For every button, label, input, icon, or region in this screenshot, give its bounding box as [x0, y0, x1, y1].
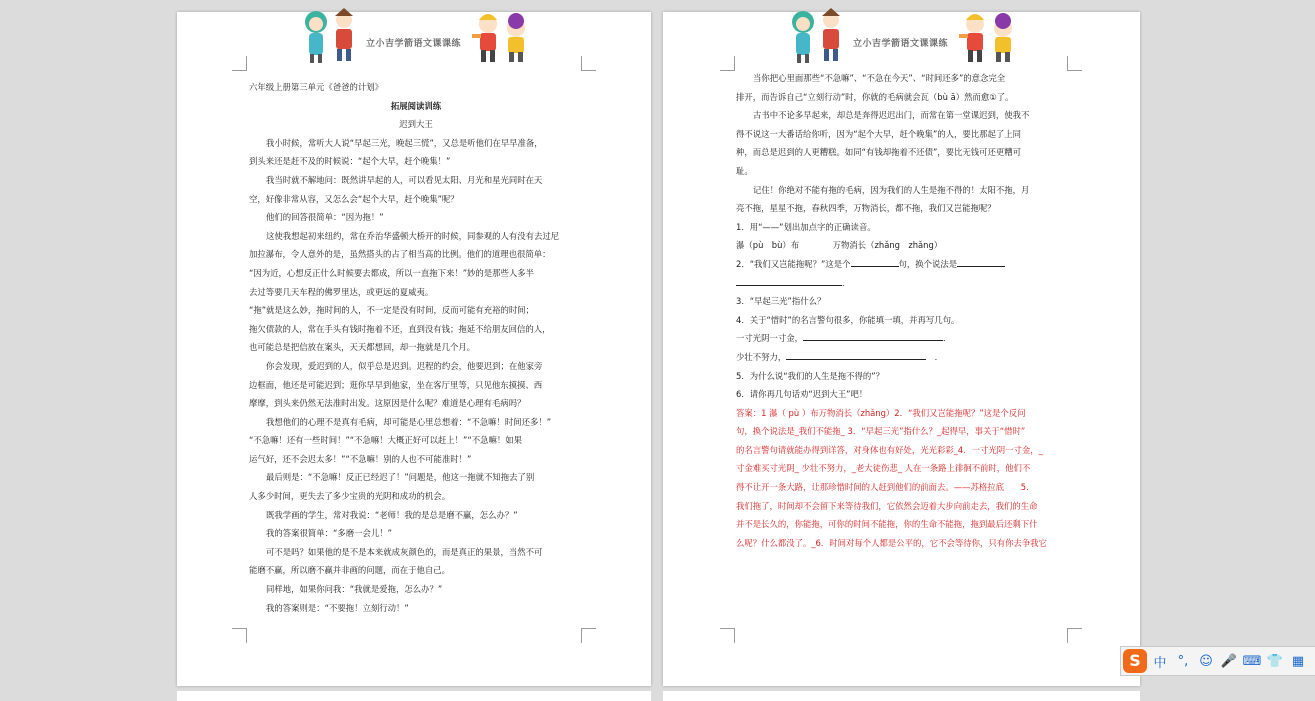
line-text: 我的答案很简单：“多磨一会儿！”: [266, 528, 392, 539]
margin-mark: [232, 628, 247, 643]
line-text: 得不说这一大番话给你听，因为“起个大早，赶个晚集”的人，要比那起了上同: [736, 128, 1022, 139]
text-line: [249, 376, 583, 395]
line-text: 运气好，还不会迟太多！”“不急嘛！别的人也不可能准时！”: [249, 453, 472, 464]
text-line: [249, 413, 583, 432]
text-line: [736, 478, 1070, 497]
text-line: [736, 348, 1070, 367]
text-line: [736, 162, 1070, 181]
header-title: 立小吉学箭语文课课练: [366, 39, 462, 49]
text-line: [736, 218, 1070, 237]
line-text: 我当时就不解地问：既然讲早起的人，可以看见太阳、月光和星光同时在天: [266, 174, 543, 185]
punctuation: ．: [943, 333, 952, 344]
text-line: [736, 367, 1070, 386]
text-line: [736, 311, 1070, 330]
line-text: “因为近，心想反正什么时候要去都成，所以一直拖下来！”妙的是那些人多半: [249, 267, 535, 278]
text-line: [736, 125, 1070, 144]
line-text: 我想他们的心理不是真有毛病，却可能是心里总想着：“不急嘛！时间还多！”: [266, 416, 552, 427]
text-line: [249, 227, 583, 246]
text-line: [249, 487, 583, 506]
text-line: [736, 497, 1070, 516]
text-line: [736, 143, 1070, 162]
text-line: [736, 459, 1070, 478]
left-page-body: [249, 78, 583, 617]
text-line: [249, 134, 583, 153]
text-line: [736, 199, 1070, 218]
line-text: 拓展阅读训练: [390, 100, 442, 111]
text-line: [249, 599, 583, 618]
ime-chinese-mode-icon[interactable]: 中: [1153, 655, 1167, 671]
line-text: 我的答案则是：“不要拖！立刻行动！”: [266, 602, 409, 613]
text-line: [249, 524, 583, 543]
line-text: 最后则是：“不急嘛！反正已经迟了！”问题是，他这一拖就不知拖去了别: [266, 472, 535, 483]
margin-mark: [720, 628, 735, 643]
line-text: 空，好像非常从容，又怎么会“起个大早，赶个晚集”呢？: [249, 193, 459, 204]
answer-blank[interactable]: [851, 258, 899, 267]
text-line: [736, 69, 1070, 88]
punctuation: ．: [926, 351, 943, 362]
cartoon-kids-illustration: [955, 6, 1021, 64]
text-line: [736, 385, 1070, 404]
text-line: [249, 506, 583, 525]
ime-toolbox-icon[interactable]: ▦: [1291, 653, 1305, 669]
line-text: 边框面，他还是可能迟到；逛你早早到他家，坐在客厅里等，只见他东摸摸、西: [249, 379, 543, 390]
right-page-body: [736, 69, 1070, 552]
text-line: [249, 543, 583, 562]
ime-emoji-icon[interactable]: ☺: [1199, 653, 1213, 669]
line-text: 么呢？什么都没了。_6．时间对每个人都是公平的，它不会等待你，只有你去争我它: [736, 537, 1048, 548]
text-line: [249, 245, 583, 264]
line-text: 六年级上册第三单元《爸爸的计划》: [249, 82, 383, 92]
line-text: 寸金难买寸光阴_ 少壮不努力，_老大徒伤悲_ 人在一条路上徘徊不前时，他们不: [736, 463, 1031, 474]
line-text: 当你把心里面那些“不急嘛”、“不急在今天”、“时间还多”的意念完全: [753, 73, 1006, 83]
ime-punctuation-icon[interactable]: °,: [1177, 653, 1189, 669]
margin-mark: [581, 56, 596, 71]
ime-skin-icon[interactable]: 👕: [1266, 653, 1284, 669]
line-text: 6．请你再几句话劝“迟到大王”吧！: [736, 389, 868, 400]
line-text: 种，而总是迟到的人更糟糕。如同“有钱却拖着不还债”，要比无钱可还更糟可: [736, 147, 1022, 158]
text-line: [249, 580, 583, 599]
line-text: “不急嘛！还有一些时间！”“不急嘛！大概正好可以赶上！”“不急嘛！如果: [249, 435, 522, 446]
text-line: [736, 255, 1070, 274]
text-line: [249, 468, 583, 487]
text-line: [736, 515, 1070, 534]
text-line: [249, 283, 583, 302]
header-title: 立小吉学箭语文课课练: [853, 39, 949, 49]
next-page-right: [663, 691, 1140, 701]
answer-blank[interactable]: [786, 351, 926, 360]
text-line: [736, 181, 1070, 200]
text-line: [249, 171, 583, 190]
line-text: 的名言警句请就能办得到详答，对身体也有好处，光光彩彩_4．一寸光阴一寸金，_: [736, 444, 1043, 455]
line-text: 我们拖了，时间却不会留下来等待我们，它依然会迈着大步向前走去，我们的生命: [736, 500, 1038, 511]
ime-voice-icon[interactable]: 🎤: [1220, 653, 1238, 669]
line-text: 并不是长久的，你能拖，可你的时间不能拖，你的生命不能拖，拖到最后还剩下什: [736, 519, 1038, 530]
line-text: 人多少时间，更失去了多少宝贵的光阴和成功的机会。: [249, 491, 450, 502]
line-text: 古书中不论多早起来，却总是奔得迟迟出门，而常在第一堂课迟到，使我不: [753, 110, 1030, 121]
line-text: 3．“早起三光”指什么？: [736, 296, 826, 307]
line-text: 他们的回答很简单：“因为拖！”: [266, 212, 384, 223]
text-line: [736, 106, 1070, 125]
text-line: [249, 264, 583, 283]
text-line: [249, 78, 583, 97]
text-line: [736, 236, 1070, 255]
text-line: [249, 450, 583, 469]
line-text: 这使我想起初来纽约，常在乔治华盛顿大桥开的时候，同参观的人有没有去过尼: [266, 230, 560, 241]
line-text: 句，换个说法是_我们不能拖_ 3．“早起三光”指什么？_起得早，事关于“惜时”: [736, 426, 1026, 437]
text-line: [736, 292, 1070, 311]
text-line: [736, 329, 1070, 348]
line-text: “拖”就是这么妙，拖时间的人，不一定是没有时间，反而可能有充裕的时间；: [249, 305, 535, 316]
text-line: [249, 394, 583, 413]
cartoon-kids-illustration: [787, 4, 849, 64]
line-text: 耻。: [736, 165, 753, 176]
line-text: 能磨不赢，所以磨不赢并非画的问题，而在于他自己。: [249, 565, 450, 576]
answer-blank[interactable]: [957, 258, 1005, 267]
next-page-left: [177, 691, 651, 701]
line-text: 一寸光阴一寸金，: [736, 333, 803, 344]
text-line: [736, 274, 1070, 293]
text-line: [249, 152, 583, 171]
line-text: 答案：1 瀑（ pù ）布万物消长（zhǎng）2．“我们又岂能拖呢？”这是个反问: [736, 407, 1026, 418]
answer-blank[interactable]: [736, 277, 842, 286]
text-line: [249, 190, 583, 209]
line-text: 去过等要几天车程的佛罗里达，或更远的夏威夷。: [249, 286, 434, 297]
text-line: [736, 441, 1070, 460]
cartoon-kids-illustration: [300, 4, 362, 64]
line-text: 到头来还是赶不及的时候说：“起个大早，赶个晚集！”: [249, 156, 451, 167]
cartoon-kids-illustration: [468, 6, 534, 64]
text-line: [249, 561, 583, 580]
text-line: [736, 404, 1070, 423]
line-text: 迟到大王: [399, 119, 433, 130]
margin-mark: [1067, 628, 1082, 643]
ime-toolbar[interactable]: [1120, 646, 1315, 676]
line-text: 你会发现，爱迟到的人，似乎总是迟到。迟程的约会，他要迟到；在他家旁: [266, 360, 543, 371]
answer-blank[interactable]: [803, 332, 943, 341]
ime-keyboard-icon[interactable]: ⌨: [1242, 653, 1262, 669]
line-text: 少壮不努力，: [736, 351, 787, 362]
margin-mark: [581, 628, 596, 643]
text-line: [249, 338, 583, 357]
text-line: [249, 301, 583, 320]
text-line: [249, 115, 583, 134]
text-line: [249, 97, 583, 116]
line-text: 可不是吗？如果他的是不是本来就成灰颜色的，而是真正的果景，当然不可: [266, 546, 543, 557]
text-line: [249, 320, 583, 339]
line-text: 排开，而告诉自己“立刻行动”时，你就的毛病就会瓦（bù ā）然而愈①了。: [736, 91, 1014, 102]
line-text: 亮不拖，星星不拖，春秋四季，万物消长，都不拖，我们又岂能拖呢？: [736, 203, 996, 214]
line-text: 加拉瀑布，令人意外的是，虽然搭头的占了相当高的比例。他们的道理也很简单：: [249, 249, 551, 260]
text-line: [736, 422, 1070, 441]
line-text: 4．关于“惜时”的名言警句很多，你能填一填，并再写几句。: [736, 314, 960, 325]
text-line: [736, 88, 1070, 107]
sogou-logo-icon[interactable]: S: [1123, 649, 1147, 673]
line-text: 得不让开一条大路，让那珍惜时间的人赶到他们的前面去。——苏格拉底 5．: [736, 482, 1035, 493]
line-text: 拖欠债款的人，常在手头有钱时拖着不还，直到没有钱；拖延不给朋友回信的人，: [249, 323, 551, 334]
line-text: 记住！你绝对不能有拖的毛病，因为我们的人生是拖不得的！太阳不拖，月: [753, 184, 1030, 195]
text-line: [249, 208, 583, 227]
line-text: 同样地，如果你问我：“我就是爱拖，怎么办？”: [266, 584, 443, 595]
text-line: [249, 357, 583, 376]
line-text: 5．为什么说“我们的人生是拖不得的”？: [736, 370, 885, 381]
line-text: 我小时候，常听大人说“早起三光，晚起三慌”，又总是听他们在早早准备，: [266, 137, 543, 148]
margin-mark: [232, 56, 247, 71]
line-text: 也可能总是把信放在案头，天天都想回，却一拖就是几个月。: [249, 342, 476, 353]
line-text: 摩摩，到头来仍然无法准时出发。这原因是什么呢？难道是心理有毛病吗？: [249, 398, 526, 409]
line-text: 句，换个说法是: [898, 258, 958, 269]
line-text: ．: [842, 277, 851, 288]
margin-mark: [720, 56, 735, 71]
page-header-left: [300, 4, 540, 64]
page-header-right: [787, 4, 1027, 64]
line-text: 2．“我们又岂能拖呢？”这是个: [736, 258, 851, 269]
line-text: 既我学画的学生，常对我说：“老师！我的是总是磨不赢，怎么办？”: [266, 509, 518, 520]
line-text: 1．用“——”划出加点字的正确读音。: [736, 221, 876, 232]
text-line: [249, 431, 583, 450]
text-line: [736, 534, 1070, 553]
line-text: 瀑（pù bù）布 万物消长（zhǎng zhǎng）: [736, 240, 943, 251]
